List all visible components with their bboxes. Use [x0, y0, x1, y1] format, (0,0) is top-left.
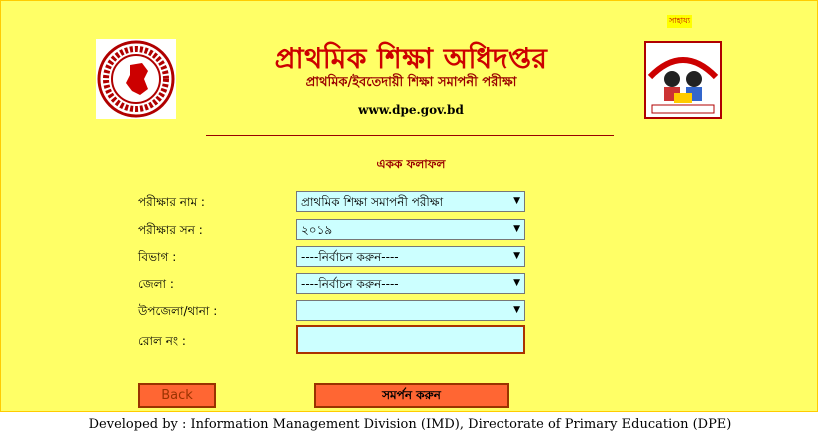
- dropdown-arrow-icon: ▼: [513, 278, 520, 288]
- exam-year-select[interactable]: [296, 219, 525, 240]
- dropdown-arrow-icon: ▼: [513, 196, 520, 206]
- exam-name-select[interactable]: [296, 191, 525, 212]
- help-link[interactable]: সাহায্য: [667, 15, 692, 28]
- division-value: ----নির্বাচন করুন----: [301, 250, 399, 264]
- exam-year-value: ২০১৯: [301, 223, 333, 237]
- section-title: একক ফলাফল: [376, 157, 446, 171]
- footer-credit: Developed by : Information Management Division (IMD), Directorate of Primary Education (DPE): [88, 417, 732, 432]
- division-label: বিভাগ :: [138, 250, 177, 264]
- exam-year-label: পরীক্ষার সন :: [138, 223, 203, 237]
- website-url: www.dpe.gov.bd: [358, 103, 464, 117]
- back-button[interactable]: Back: [138, 383, 216, 408]
- district-select[interactable]: [296, 273, 525, 294]
- header-divider: [206, 135, 614, 136]
- roll-number-input[interactable]: [296, 325, 525, 354]
- exam-name-label: পরীক্ষার নাম :: [138, 195, 205, 209]
- dropdown-arrow-icon: ▼: [513, 305, 520, 315]
- dropdown-arrow-icon: ▼: [513, 224, 520, 234]
- division-select[interactable]: [296, 246, 525, 267]
- district-value: ----নির্বাচন করুন----: [301, 277, 399, 291]
- submit-button[interactable]: সমর্পন করুন: [314, 383, 509, 408]
- roll-label: রোল নং :: [138, 334, 186, 348]
- exam-name-value: প্রাথমিক শিক্ষা সমাপনী পরীক্ষা: [301, 195, 444, 209]
- district-label: জেলা :: [138, 277, 174, 291]
- page-title: প্রাথমিক শিক্ষা অধিদপ্তর: [274, 42, 548, 75]
- dropdown-arrow-icon: ▼: [513, 251, 520, 261]
- page-subtitle: প্রাথমিক/ইবতেদায়ী শিক্ষা সমাপনী পরীক্ষা: [305, 75, 517, 90]
- upazila-select[interactable]: [296, 300, 525, 321]
- upazila-label: উপজেলা/থানা :: [138, 304, 218, 318]
